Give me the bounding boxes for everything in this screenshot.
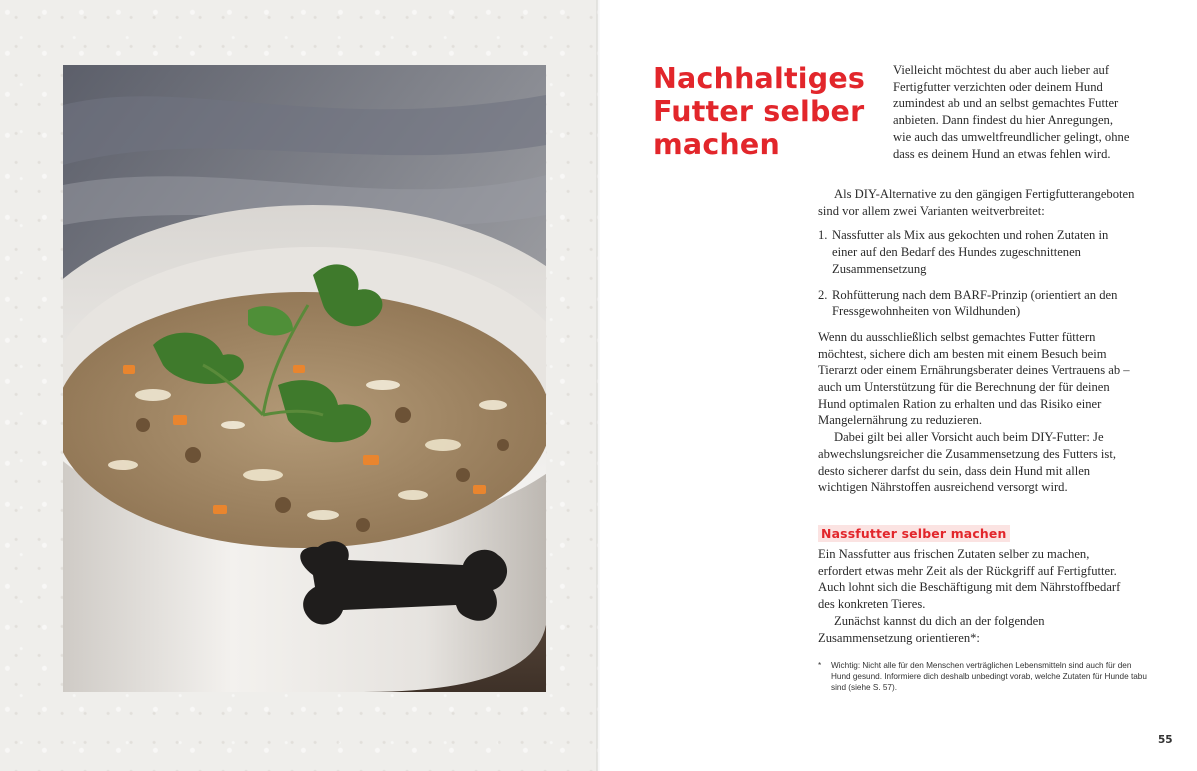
title-line: Futter selber	[653, 95, 865, 128]
list-item-text: Nassfutter als Mix aus gekochten und rohen Zutaten in einer auf den Bedarf des Hundes zugeschnittenen Zusammensetzung	[832, 228, 1109, 276]
footnote-text: Wichtig: Nicht alle für den Menschen verträglichen Lebensmitteln sind auch für den Hund gesund. Informiere dich deshalb unbedingt vorab, welche Zutaten für Hunde tabu sind (siehe S. 57).	[831, 661, 1147, 693]
diy-intro-paragraph: Als DIY-Alternative zu den gängigen Fertigfutterangeboten sind vor allem zwei Varianten weitverbreitet:	[818, 187, 1135, 218]
food-bowl-photo	[63, 65, 546, 692]
wet-food-paragraph: Ein Nassfutter aus frischen Zutaten selber zu machen, erfordert etwas mehr Zeit als der Rückgriff auf Fertigfutter. Auch lohnt sich die Beschäftigung mit dem Nährstoffbedarf des konkreten Tieres.	[818, 547, 1121, 612]
title-line: Nachhaltiges	[653, 62, 866, 95]
chapter-title	[653, 62, 893, 161]
left-page	[0, 0, 598, 771]
list-number: 1.	[818, 228, 828, 243]
footnote-mark: *	[818, 661, 822, 670]
list-item	[818, 227, 1136, 277]
vet-paragraph: Wenn du ausschließlich selbst gemachtes Futter füttern möchtest, sichere dich am besten mit einem Besuch beim Tierarzt oder einem Ernährungsberater deines Vertrauens ab – auch um Unterstützung für die Berechnung der für deinen Hund optimalen Ration zu erhalten und das Risiko einer Mangelernährung zu reduzieren.	[818, 329, 1130, 428]
list-number: 2.	[818, 287, 828, 302]
main-text-column	[818, 186, 1136, 496]
section-heading: Nassfutter selber machen	[818, 525, 1010, 542]
variants-list	[818, 227, 1136, 320]
page-number: 55	[1158, 734, 1173, 746]
footnote	[818, 660, 1149, 694]
section-heading-wrap	[818, 525, 1010, 543]
wet-food-column	[818, 546, 1136, 646]
composition-paragraph: Zunächst kannst du dich an der folgenden Zusammensetzung orientieren*:	[818, 613, 1045, 645]
intro-paragraph: Vielleicht möchtest du aber auch lieber auf Fertigfutter verzichten oder deinem Hund zumindest ab und an selbst gemachtes Futter anbieten. Dann findest du hier Anregungen, wie auch das umweltfreundlicher gelingt, ohne dass es deinem Hund an etwas fehlen wird.	[893, 63, 1130, 161]
list-item-text: Rohfütterung nach dem BARF-Prinzip (orientiert an den Fressgewohnheiten von Wildhunden)	[832, 287, 1118, 319]
list-item	[818, 287, 1136, 320]
caution-paragraph: Dabei gilt bei aller Vorsicht auch beim DIY-Futter: Je abwechslungsreicher die Zusammensetzung des Futters ist, desto sicherer darfst du sein, dass dein Hund mit allen wichtigen Nährstoffen ausreichend versorgt wird.	[818, 430, 1116, 495]
title-line: machen	[653, 128, 780, 161]
